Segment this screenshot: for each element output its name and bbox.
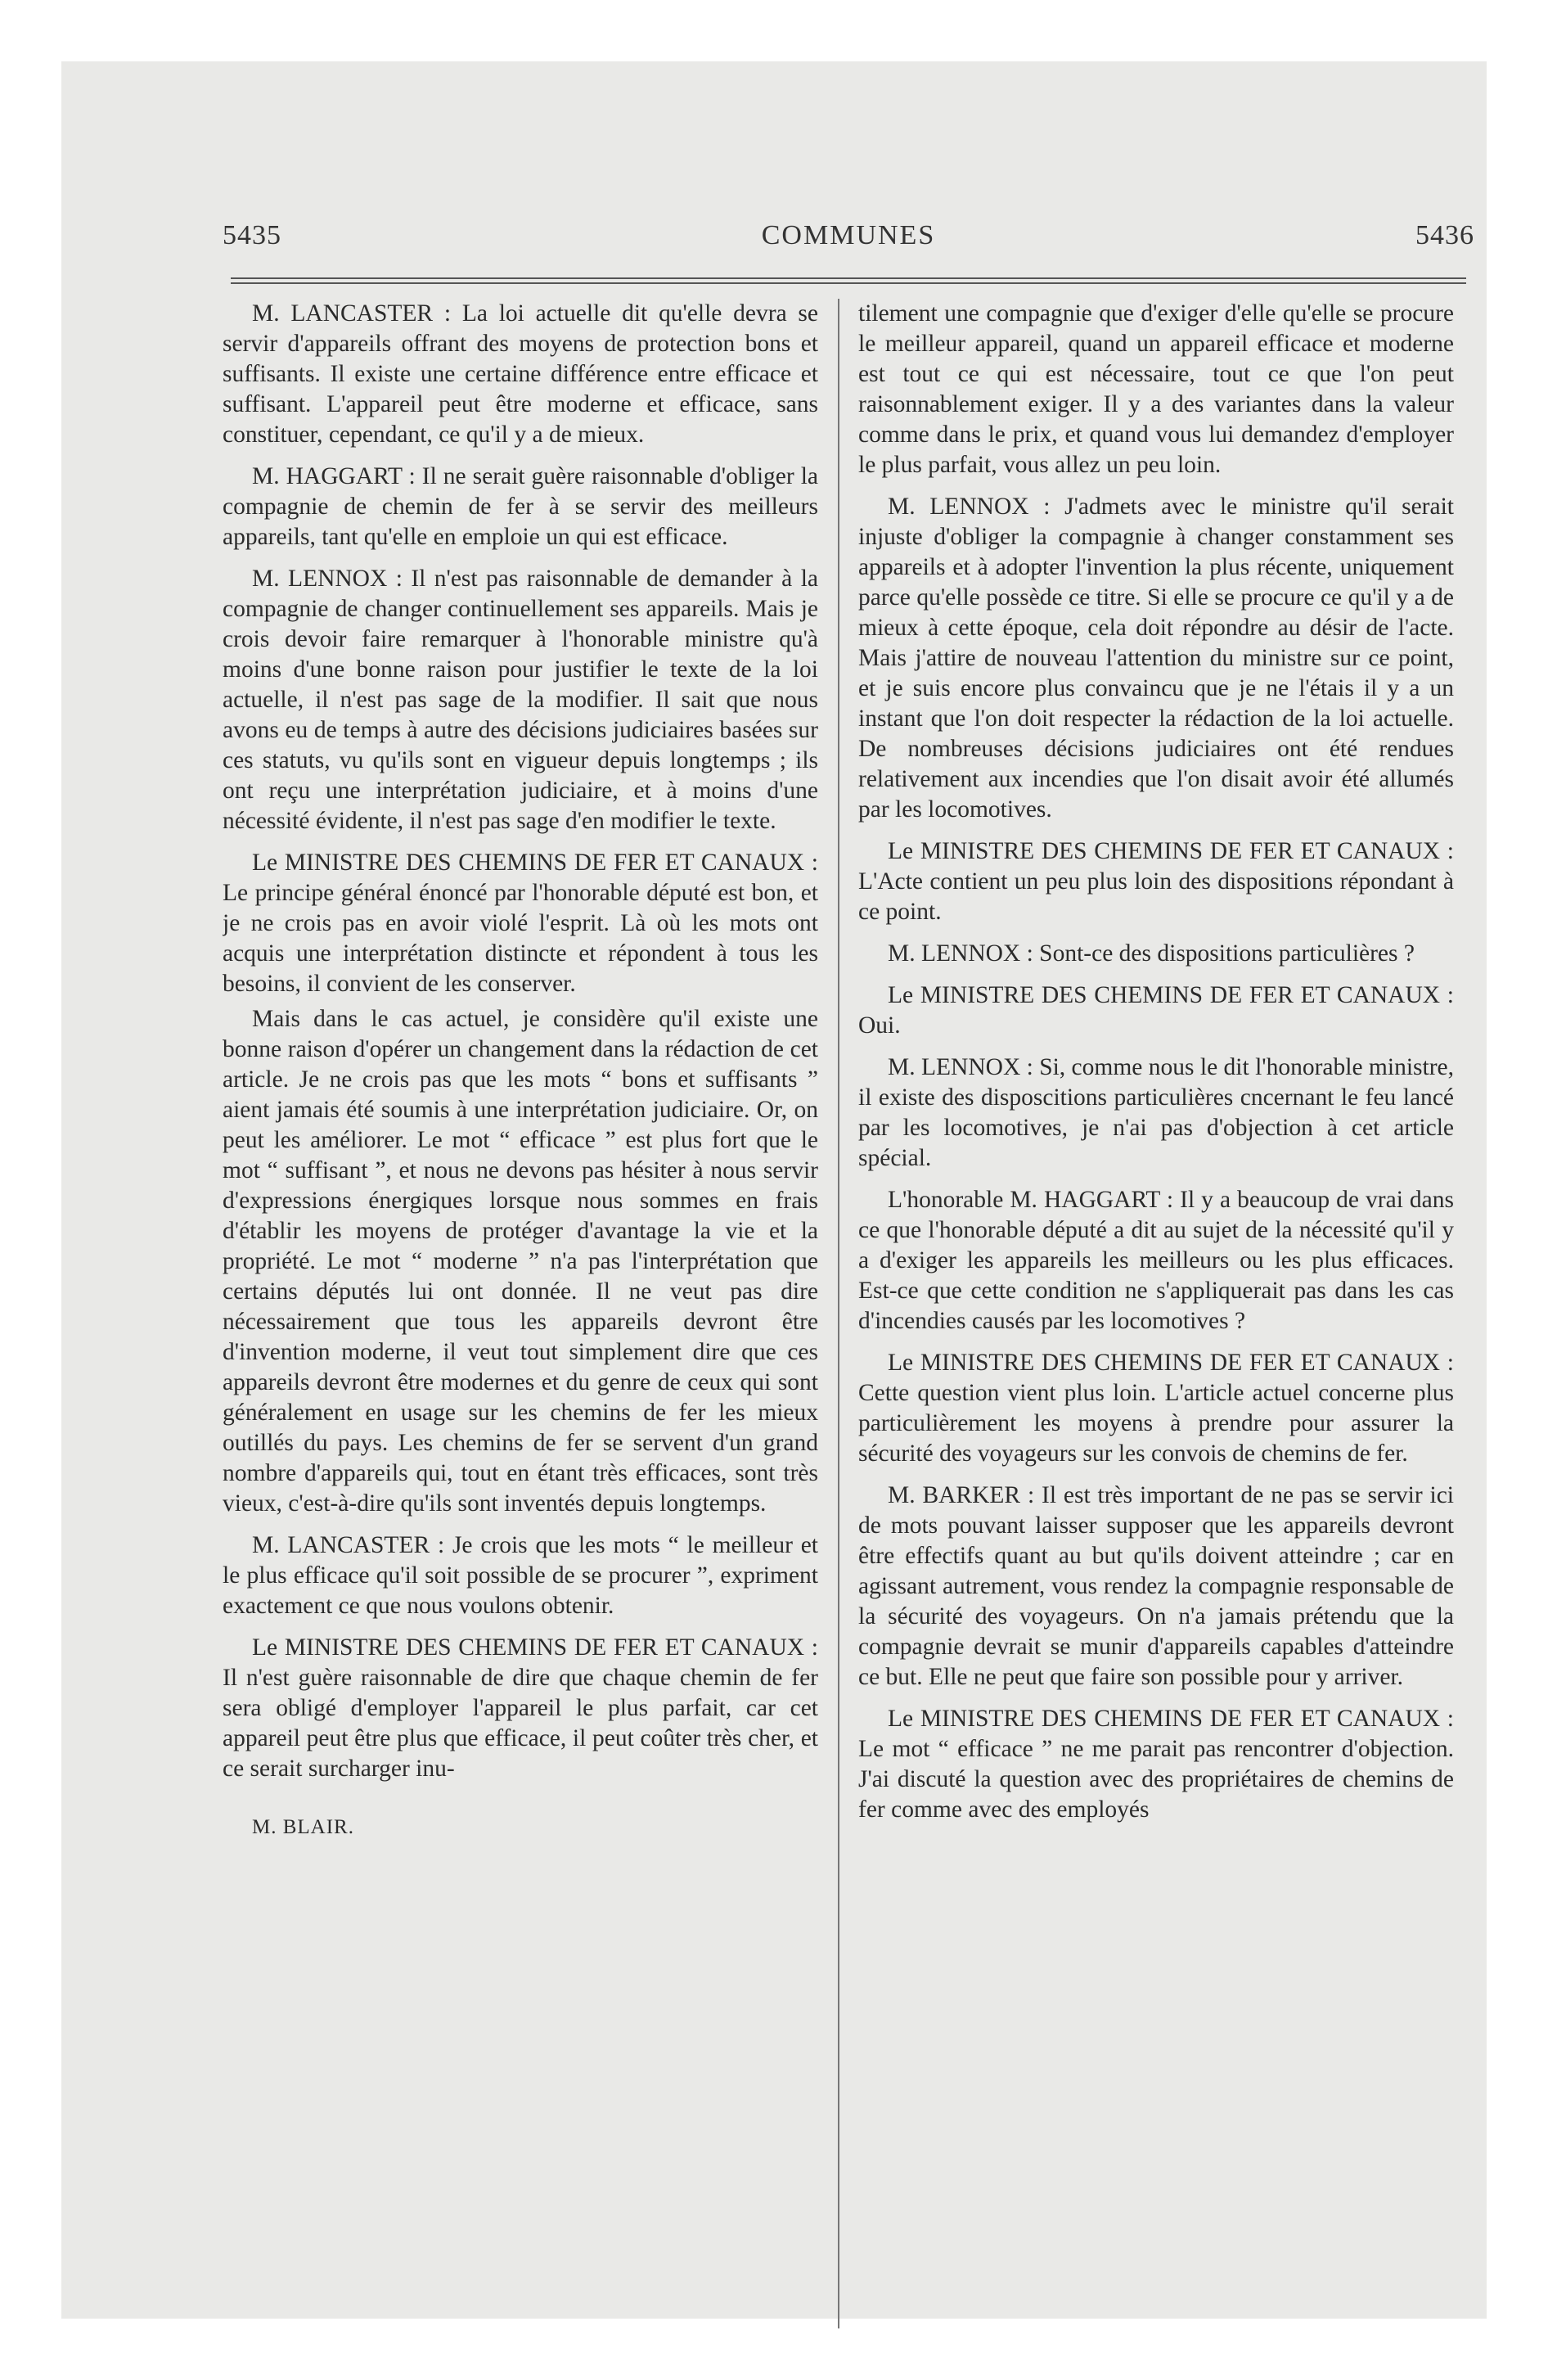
paragraph: M. LENNOX : Il n'est pas raisonnable de demander à la compagnie de changer continuellement ses appareils. Mais je crois devoir faire remarquer à l'honorable ministre qu'à moins d'une bonne raison pour justifier le texte de la loi actuelle, il n'est pas sage de la modifier. Il sait que nous avons eu de temps à autre des décisions judiciaires basées sur ces statuts, vu qu'ils sont en vigueur depuis longtemps ; ils ont reçu une interprétation judiciaire, et à moins d'une nécessité évidente, il n'est pas sage d'en modifier le texte. [223,566,818,834]
left-column [223,299,818,2320]
paragraph: Le MINISTRE DES CHEMINS DE FER ET CANAUX : L'Acte contient un peu plus loin des dispositions répondant à ce point. [858,838,1454,925]
paragraph: Le MINISTRE DES CHEMINS DE FER ET CANAUX : Il n'est guère raisonnable de dire que chaque chemin de fer sera obligé d'employer l'appareil le plus parfait, car cet appareil peut être plus que efficace, il peut coûter très cher, et ce serait surcharger inu- [223,1634,818,1782]
running-header [223,214,1474,263]
paragraph: Mais dans le cas actuel, je considère qu'il existe une bonne raison d'opérer un changement dans la rédaction de cet article. Je ne crois pas que les mots “ bons et suffisants ” aient jamais été soumis à une interprétation judiciaire. Or, on peut les améliorer. Le mot “ efficace ” est plus fort que le mot “ suffisant ”, et nous ne devons pas hésiter à nous servir d'expressions énergiques lorsque nous sommes en frais d'établir les moyens de protéger d'avantage la vie et la propriété. Le mot “ moderne ” n'a pas l'interprétation que certains députés lui ont donnée. Il ne veut pas dire nécessairement que tous les appareils devront être d'invention moderne, il veut tout simplement dire que ces appareils devront être modernes et du genre de ceux qui sont généralement en usage sur les chemins de fer les mieux outillés du pays. Les chemins de fer se servent d'un grand nombre d'appareils qui, tout en étant très efficaces, sont très vieux, c'est-à-dire qu'ils sont inventés depuis longtemps. [223,1006,818,1517]
paragraph: M. LENNOX : J'admets avec le ministre qu'il serait injuste d'obliger la compagnie à changer constamment ses appareils et à adopter l'invention la plus récente, uniquement parce qu'elle possède ce titre. Si elle se procure ce qu'il y a de mieux à cette époque, cela doit répondre au désir de l'acte. Mais j'attire de nouveau l'attention du ministre sur ce point, et je suis encore plus convaincu que je ne l'étais il y a un instant que l'on doit respecter la rédaction de la loi actuelle. De nombreuses décisions judiciaires ont été rendues relativement aux incendies que l'on disait avoir été allumés par les locomotives. [858,494,1454,823]
paragraph: M. HAGGART : Il ne serait guère raisonnable d'obliger la compagnie de chemin de fer à se servir des meilleurs appareils, tant qu'elle en emploie un qui est efficace. [223,463,818,550]
paragraph: L'honorable M. HAGGART : Il y a beaucoup de vrai dans ce que l'honorable député a dit au sujet de la nécessité qu'il y a d'exiger les appareils les meilleurs ou les plus efficaces. Est-ce que cette condition ne s'appliquerait pas dans les cas d'incendies causés par les locomotives ? [858,1187,1454,1334]
paragraph: Le MINISTRE DES CHEMINS DE FER ET CANAUX : Le principe général énoncé par l'honorable député est bon, et je ne crois pas en avoir violé l'esprit. Là où les mots ont acquis une interprétation distincte et répondent à tous les besoins, il convient de les conserver. [223,850,818,997]
paragraph: Le MINISTRE DES CHEMINS DE FER ET CANAUX : Le mot “ efficace ” ne me parait pas rencontrer d'objection. J'ai discuté la question avec des propriétaires de chemins de fer comme avec des employés [858,1706,1454,1823]
right-column [858,299,1454,2320]
paragraph: tilement une compagnie que d'exiger d'elle qu'elle se procure le meilleur appareil, quand un appareil efficace et moderne est tout ce qui est nécessaire, tout ce que l'on peut raisonnablement exiger. Il y a des variantes dans la valeur comme dans le prix, et quand vous lui demandez d'employer le plus parfait, vous allez un peu loin. [858,300,1454,478]
paragraph: M. LANCASTER : Je crois que les mots “ le meilleur et le plus efficace qu'il soit possible de se procurer ”, expriment exactement ce que nous voulons obtenir. [223,1532,818,1619]
speaker-footer: M. BLAIR. [252,1816,354,1838]
hansard-page [223,214,1474,2358]
paragraph: M. LENNOX : Sont-ce des dispositions particulières ? [888,940,1415,967]
paragraph: Le MINISTRE DES CHEMINS DE FER ET CANAUX : Oui. [858,982,1454,1039]
paragraph: M. BARKER : Il est très important de ne pas se servir ici de mots pouvant laisser supposer que les appareils devront être effectifs quant au but qu'ils doivent atteindre ; car en agissant autrement, vous rendez la compagnie responsable de la sécurité des voyageurs. On n'a jamais prétendu que la compagnie devrait se munir d'appareils capables d'atteindre ce but. Elle ne peut que faire son possible pour y arriver. [858,1482,1454,1690]
paragraph: Le MINISTRE DES CHEMINS DE FER ET CANAUX : Cette question vient plus loin. L'article actuel concerne plus particulièrement les moyens à prendre pour assurer la sécurité des voyageurs sur les convois de chemins de fer. [858,1350,1454,1467]
scanned-page [61,61,1487,2319]
page-title: COMMUNES [761,220,936,250]
paragraph: M. LENNOX : Si, comme nous le dit l'honorable ministre, il existe des disposcitions particulières cncernant le feu lancé par les locomotives, je n'ai pas d'objection à cet article spécial. [858,1054,1454,1171]
column-divider [838,299,839,2328]
page-number-left: 5435 [223,220,281,250]
page-number-right: 5436 [1415,220,1474,250]
paragraph: M. LANCASTER : La loi actuelle dit qu'elle devra se servir d'appareils offrant des moyens de protection bons et suffisants. Il existe une certaine différence entre efficace et suffisant. L'appareil peut être moderne et efficace, sans constituer, cependant, ce qu'il y a de mieux. [223,300,818,448]
header-double-rule [231,277,1466,284]
